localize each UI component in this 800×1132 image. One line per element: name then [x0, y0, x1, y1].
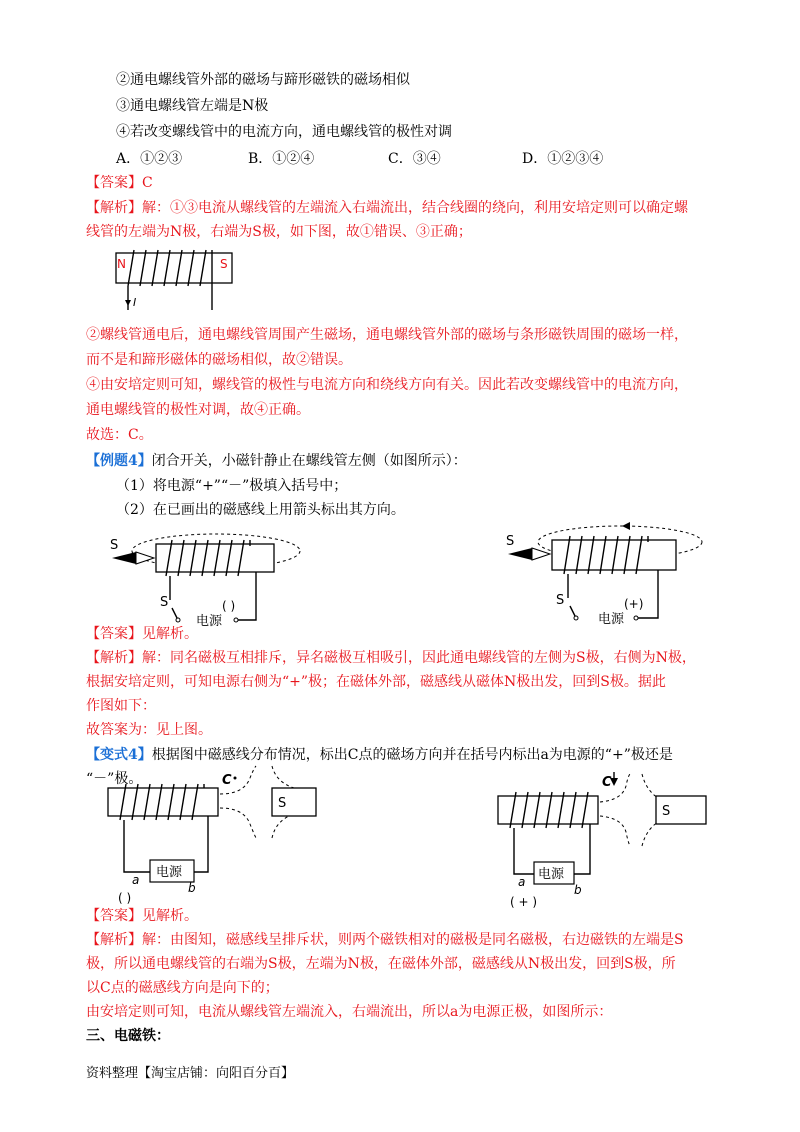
pole-n-label: N [117, 257, 126, 271]
power-label-3: 电源 [156, 865, 183, 880]
terminal-b-label-2: b [574, 883, 582, 897]
analysis-2-line-4: 故答案为：见上图。 [86, 722, 212, 738]
switch-s-label-2: S [556, 593, 565, 608]
statement-4: ④若改变螺线管中的电流方向，通电螺线管的极性对调 [116, 124, 452, 140]
terminal-paren: ( ) [118, 891, 132, 905]
current-label: I [133, 296, 137, 309]
example-4-q2: （2）在已画出的磁感线上用箭头标出其方向。 [116, 502, 405, 518]
analysis-2-line-3: 作图如下： [86, 698, 156, 714]
analysis-3-line-3: 以C点的磁感线方向是向下的； [86, 980, 279, 996]
power-paren: ( ) [222, 599, 236, 613]
example-4-q1: （1）将电源“+”“－”极填入括号中； [116, 478, 348, 494]
variant-4-figure-left [104, 768, 316, 906]
terminal-b-label: b [188, 881, 196, 895]
analysis-1-line-7: 故选：C。 [86, 427, 153, 443]
switch-s-label: S [160, 595, 169, 610]
analysis-3-line-4: 由安培定则可知，电流从螺线管左端流入，右端流出，所以a为电源正极，如图所示： [86, 1004, 613, 1020]
power-paren-2: (+) [624, 597, 644, 611]
analysis-1-line-6: 通电螺线管的极性对调，故④正确。 [86, 402, 310, 418]
analysis-1-line-1: 【解析】解：①③电流从螺线管的左端流入右端流出，结合线圈的绕向，利用安培定则可以确定螺 [86, 200, 688, 216]
magnet-s-label: S [278, 796, 287, 811]
variant-4-stem-line-2: “－”极。 [86, 771, 143, 787]
needle-s-label: S [110, 538, 119, 553]
analysis-2-line-2: 根据安培定则，可知电源右侧为“+”极；在磁体外部，磁感线从磁体N极出发，回到S极。据此 [86, 674, 666, 690]
power-label-2: 电源 [598, 612, 625, 627]
variant-4-figure-right [494, 772, 706, 914]
analysis-1-line-5: ④由安培定则可知，螺线管的极性与电流方向和绕线方向有关。因此若改变螺线管中的电流方向， [86, 377, 688, 393]
section-heading: 三、电磁铁： [86, 1028, 170, 1044]
pole-s-label: S [220, 257, 228, 271]
magnet-s-label-2: S [662, 804, 671, 819]
statement-2: ②通电螺线管外部的磁场与蹄形磁铁的磁场相似 [116, 72, 410, 88]
analysis-1-line-2: 线管的左端为N极，右端为S极，如下图，故①错误、③正确； [86, 224, 472, 240]
point-c-label-2: C [602, 775, 612, 790]
option-b: B．①②④ [248, 151, 315, 167]
example-4-figure-left [108, 522, 298, 630]
example-4-figure-right [506, 514, 702, 630]
answer-3: 【答案】见解析。 [86, 908, 198, 924]
answer-1: 【答案】C [86, 175, 153, 191]
analysis-3-line-2: 极，所以通电螺线管的右端为S极，左端为N极，在磁体外部，磁感线从N极出发，回到S极，所 [86, 956, 676, 972]
terminal-paren-2: ( + ) [510, 895, 538, 909]
solenoid-figure-1 [112, 248, 242, 314]
option-a: A．①②③ [116, 151, 183, 167]
variant-4-stem-line-1: 【变式4】根据图中磁感线分布情况，标出C点的磁场方向并在括号内标出a为电源的“+”极还是 [86, 747, 673, 763]
power-label-4: 电源 [538, 867, 565, 882]
page-footer: 资料整理【淘宝店铺：向阳百分百】 [86, 1066, 295, 1081]
needle-s-label-2: S [506, 534, 515, 549]
analysis-1-line-4: 而不是和蹄形磁体的磁场相似，故②错误。 [86, 352, 352, 368]
example-4-stem: 【例题4】闭合开关，小磁针静止在螺线管左侧（如图所示）： [86, 453, 467, 469]
analysis-2-line-1: 【解析】解：同名磁极互相排斥，异名磁极互相吸引，因此通电螺线管的左侧为S极，右侧为N极， [86, 650, 696, 666]
analysis-1-line-3: ②螺线管通电后，通电螺线管周围产生磁场，通电螺线管外部的磁场与条形磁铁周围的磁场一样， [86, 327, 688, 343]
option-d: D．①②③④ [522, 151, 604, 167]
analysis-3-line-1: 【解析】解：由图知，磁感线呈排斥状，则两个磁铁相对的磁极是同名磁极，右边磁铁的左端是S [86, 932, 684, 948]
terminal-a-label-2: a [518, 875, 526, 889]
option-c: C．③④ [388, 151, 441, 167]
terminal-a-label: a [132, 873, 140, 887]
answer-2: 【答案】见解析。 [86, 626, 198, 642]
statement-3: ③通电螺线管左端是N极 [116, 98, 269, 114]
point-c-label: C [222, 773, 232, 788]
power-label: 电源 [196, 614, 223, 629]
